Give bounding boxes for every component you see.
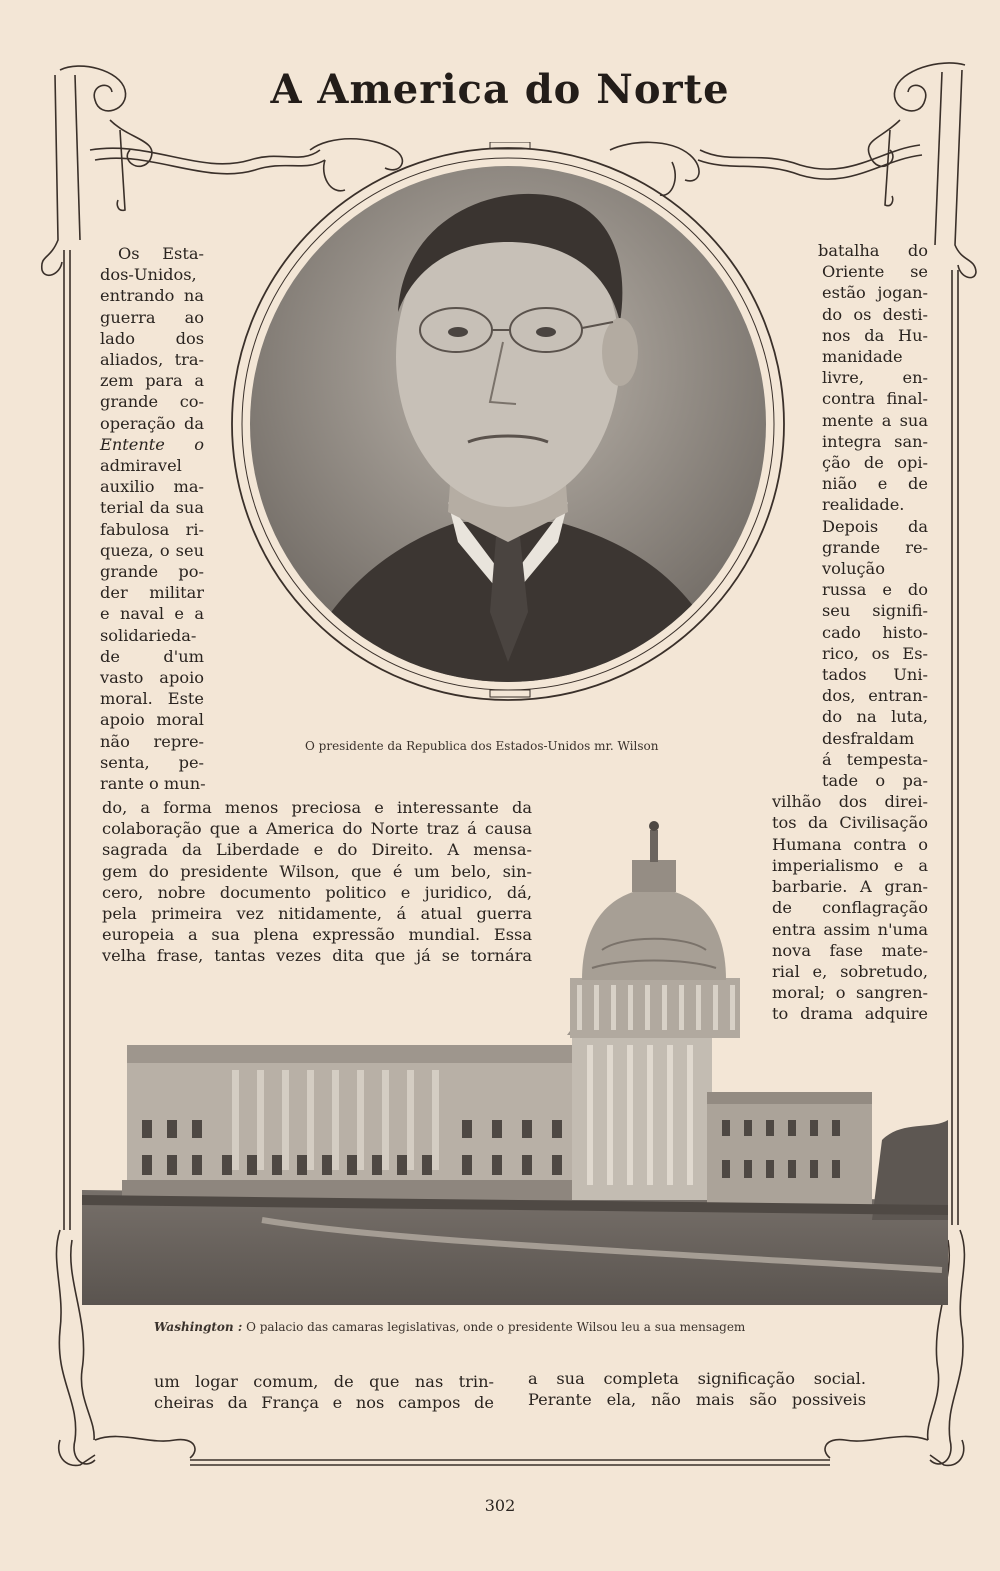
caption-text: O palacio das camaras legislativas, onde o presidente Wilsou leu a sua mensagem bbox=[246, 1320, 746, 1334]
text-line: cado histo- bbox=[822, 622, 928, 642]
text-line: operação da bbox=[100, 413, 204, 433]
text-line: barbarie. A gran- bbox=[772, 877, 928, 897]
text-line: dos, entran- bbox=[822, 686, 928, 706]
text-line: do, a forma menos preciosa e interessante da bbox=[102, 798, 532, 817]
text-line: tados Uni- bbox=[822, 665, 928, 685]
text-line: cheiras da França e nos campos de bbox=[154, 1393, 494, 1413]
text-line: grande re- bbox=[822, 537, 928, 557]
text-line: lado dos bbox=[100, 328, 204, 348]
text-line: zem para a bbox=[100, 371, 204, 391]
text-line: vilhão dos direi- bbox=[772, 792, 928, 812]
article-title: A America do Norte bbox=[270, 66, 730, 113]
text-column-bottom-right bbox=[528, 1368, 866, 1410]
text-line: europeia a sua plena expressão mundial. Essa bbox=[102, 925, 532, 945]
text-line: tade o pa- bbox=[822, 771, 928, 791]
text-line: nos da Hu- bbox=[822, 325, 928, 345]
text-line: manidade bbox=[822, 347, 903, 367]
text-line: colaboração que a America do Norte traz á causa bbox=[102, 819, 532, 839]
text-line: seu signifi- bbox=[822, 601, 928, 621]
text-line: nião e de bbox=[822, 474, 928, 494]
text-line: livre, en- bbox=[822, 368, 928, 388]
text-line: do os desti- bbox=[822, 304, 928, 324]
text-line: rante o mun- bbox=[100, 774, 206, 794]
text-line: moral. Este bbox=[100, 689, 204, 709]
text-line: não repre- bbox=[100, 731, 204, 751]
text-line: der militar bbox=[100, 583, 204, 603]
capitol-illustration bbox=[82, 800, 948, 1305]
text-line: e naval e a bbox=[100, 604, 204, 624]
text-line: pela primeira vez nitidamente, á atual guerra bbox=[102, 904, 532, 924]
text-line: desfraldam bbox=[822, 728, 915, 748]
text-line: apoio moral bbox=[100, 710, 204, 730]
portrait-caption: O presidente da Republica dos Estados-Unidos mr. Wilson bbox=[305, 739, 659, 753]
text-line: to drama adquire bbox=[772, 1004, 928, 1024]
text-line: fabulosa ri- bbox=[100, 519, 204, 539]
text-line: vasto apoio bbox=[100, 668, 204, 688]
text-line: a sua completa significação social. bbox=[528, 1369, 866, 1388]
caption-place: Washington : bbox=[154, 1320, 243, 1334]
text-line: admiravel bbox=[100, 456, 182, 476]
text-line: queza, o seu bbox=[100, 540, 204, 560]
text-line: entrando na bbox=[100, 286, 204, 306]
page-number: 302 bbox=[484, 1496, 516, 1515]
text-line: Oriente se bbox=[822, 262, 928, 282]
text-line: batalha do bbox=[818, 241, 928, 260]
text-line: Entente o bbox=[100, 434, 204, 454]
text-line: solidarieda- bbox=[100, 625, 197, 645]
text-line: dos-Unidos, bbox=[100, 265, 197, 285]
text-line: guerra ao bbox=[100, 307, 204, 327]
text-line: sagrada da Liberdade e do Direito. A mensa- bbox=[102, 840, 532, 860]
text-line: realidade. bbox=[822, 495, 905, 515]
text-line: Os Esta- bbox=[118, 244, 204, 263]
text-line: de conflagração bbox=[772, 898, 928, 918]
text-line: grande co- bbox=[100, 392, 204, 412]
text-line: senta, pe- bbox=[100, 752, 204, 772]
text-line: Perante ela, não mais são possiveis bbox=[528, 1390, 866, 1410]
text-line: ção de opi- bbox=[822, 453, 928, 473]
text-line: gem do presidente Wilson, que é um belo, sin- bbox=[102, 861, 532, 881]
text-column-left bbox=[100, 243, 204, 794]
text-line: terial da sua bbox=[100, 498, 204, 518]
portrait-medallion bbox=[228, 142, 788, 702]
text-line: grande po- bbox=[100, 562, 204, 582]
text-column-bottom-left bbox=[154, 1371, 494, 1413]
capitol-caption bbox=[154, 1320, 745, 1334]
text-line: volução bbox=[822, 559, 885, 579]
text-line: Depois da bbox=[822, 516, 928, 536]
capitol-photo bbox=[82, 800, 948, 1305]
text-line: velha frase, tantas vezes dita que já se tornára bbox=[102, 946, 532, 966]
text-line: Humana contra o bbox=[772, 834, 928, 854]
text-line: aliados, tra- bbox=[100, 350, 204, 370]
text-line: moral; o sangren- bbox=[772, 983, 928, 1003]
text-line: á tempesta- bbox=[822, 749, 928, 769]
text-line: tos da Civilisação bbox=[772, 813, 928, 833]
text-line: imperialismo e a bbox=[772, 855, 928, 875]
text-line: do na luta, bbox=[822, 707, 928, 727]
text-line: estão jogan- bbox=[822, 283, 928, 303]
text-line: rico, os Es- bbox=[822, 643, 928, 663]
text-line: auxilio ma- bbox=[100, 477, 204, 497]
text-line: contra final- bbox=[822, 389, 928, 409]
text-line: integra san- bbox=[822, 431, 928, 451]
text-line: cero, nobre documento politico e juridico, dá, bbox=[102, 882, 532, 902]
text-line: rial e, sobretudo, bbox=[772, 961, 928, 981]
text-line: mente a sua bbox=[822, 410, 928, 430]
text-line: russa e do bbox=[822, 580, 928, 600]
portrait-photo bbox=[228, 142, 788, 702]
text-line: de d'um bbox=[100, 646, 204, 666]
text-line: um logar comum, de que nas trin- bbox=[154, 1372, 494, 1391]
text-line: nova fase mate- bbox=[772, 940, 928, 960]
text-line: entra assim n'uma bbox=[772, 919, 928, 939]
